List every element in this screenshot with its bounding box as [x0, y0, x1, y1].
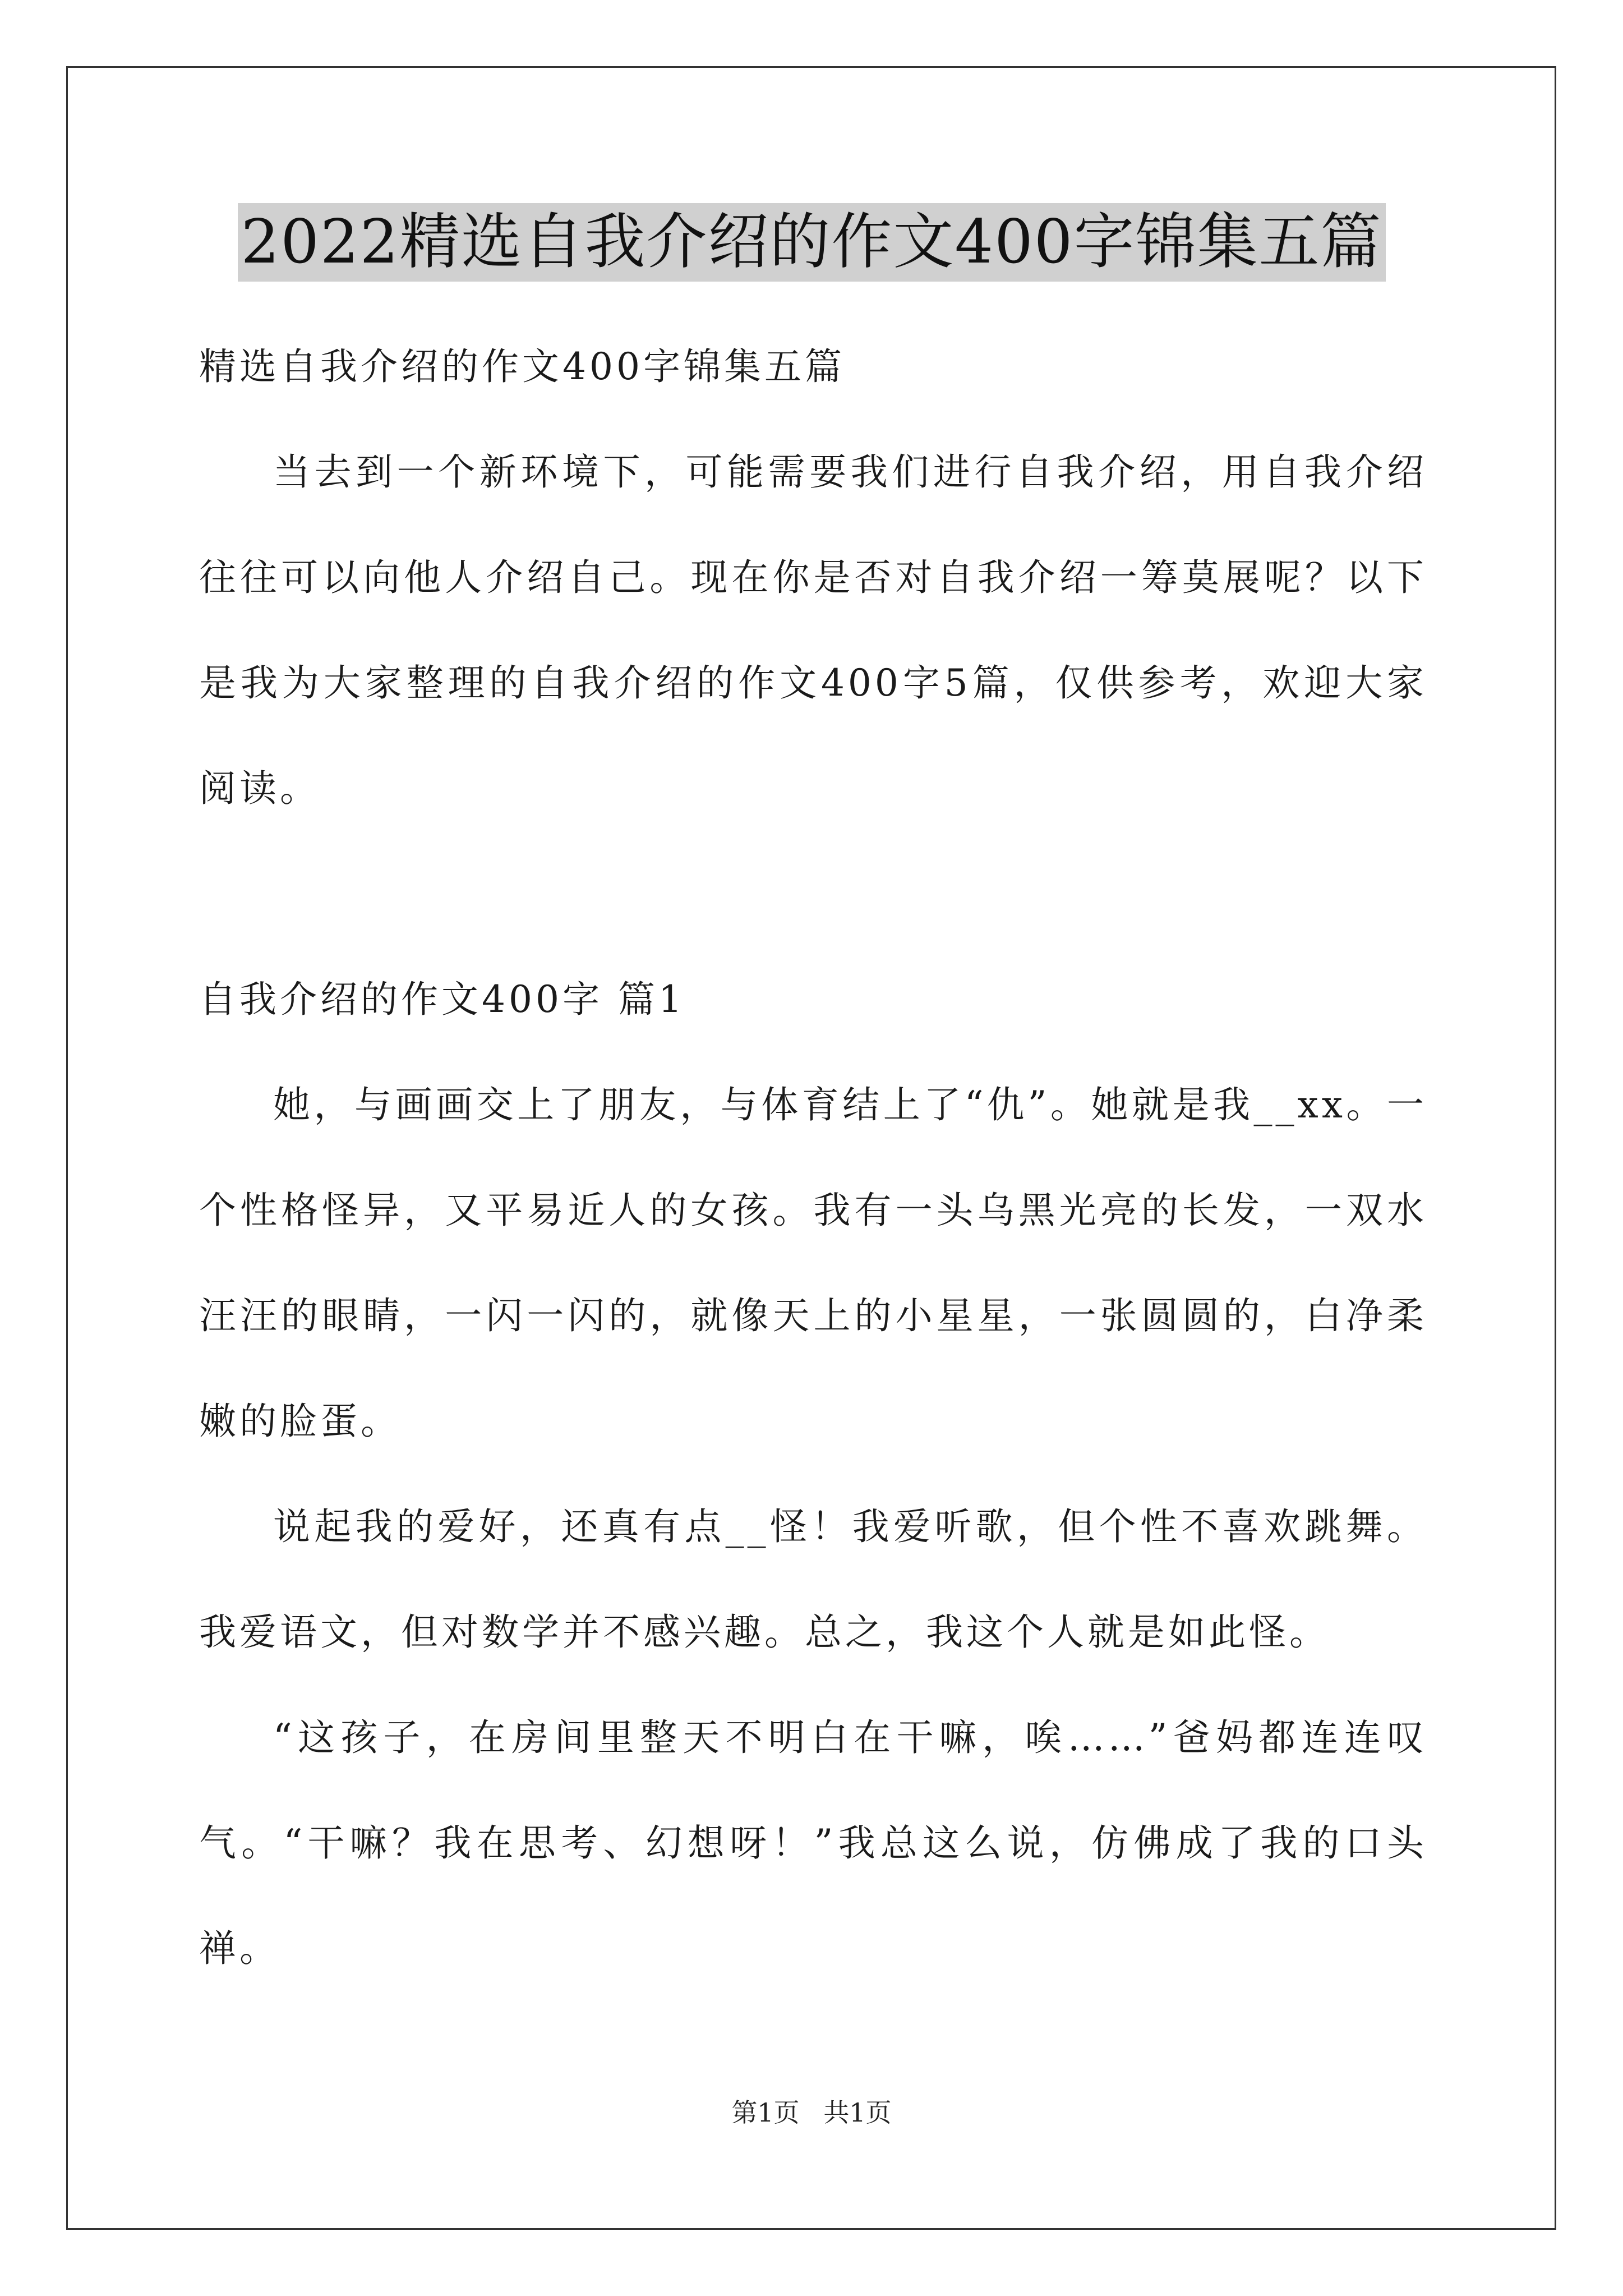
section-heading: 自我介绍的作文400字 篇1 [199, 978, 685, 1021]
page-number-current: 第1页 [731, 2097, 800, 2128]
page-number-total: 共1页 [823, 2097, 892, 2128]
section-spacer [199, 841, 1427, 947]
body-paragraph: 她，与画画交上了朋友，与体育结上了“仇”。她就是我__xx。一个性格怪异，又平易近人的女孩。我有一头乌黑光亮的长发，一双水汪汪的眼睛，一闪一闪的，就像天上的小星星，一张圆圆的，白净柔嫩的脸蛋。 [199, 1083, 1427, 1443]
body-paragraph: “这孩子，在房间里整天不明白在干嘛，唉……”爸妈都连连叹气。“干嘛？我在思考、幻想呀！”我总这么说，仿佛成了我的口头禅。 [199, 1716, 1427, 1970]
title-container [0, 203, 1623, 282]
document-subtitle: 精选自我介绍的作文400字锦集五篇 [199, 345, 845, 388]
document-body [199, 314, 1427, 2001]
intro-paragraph: 当去到一个新环境下，可能需要我们进行自我介绍，用自我介绍往往可以向他人介绍自己。现在你是否对自我介绍一筹莫展呢？以下是我为大家整理的自我介绍的作文400字5篇，仅供参考，欢迎大家阅读。 [199, 450, 1427, 810]
document-title: 2022精选自我介绍的作文400字锦集五篇 [238, 203, 1386, 282]
body-paragraph: 说起我的爱好，还真有点__怪！我爱听歌，但个性不喜欢跳舞。我爱语文，但对数学并不感兴趣。总之，我这个人就是如此怪。 [199, 1505, 1427, 1654]
page-footer [0, 2092, 1623, 2129]
